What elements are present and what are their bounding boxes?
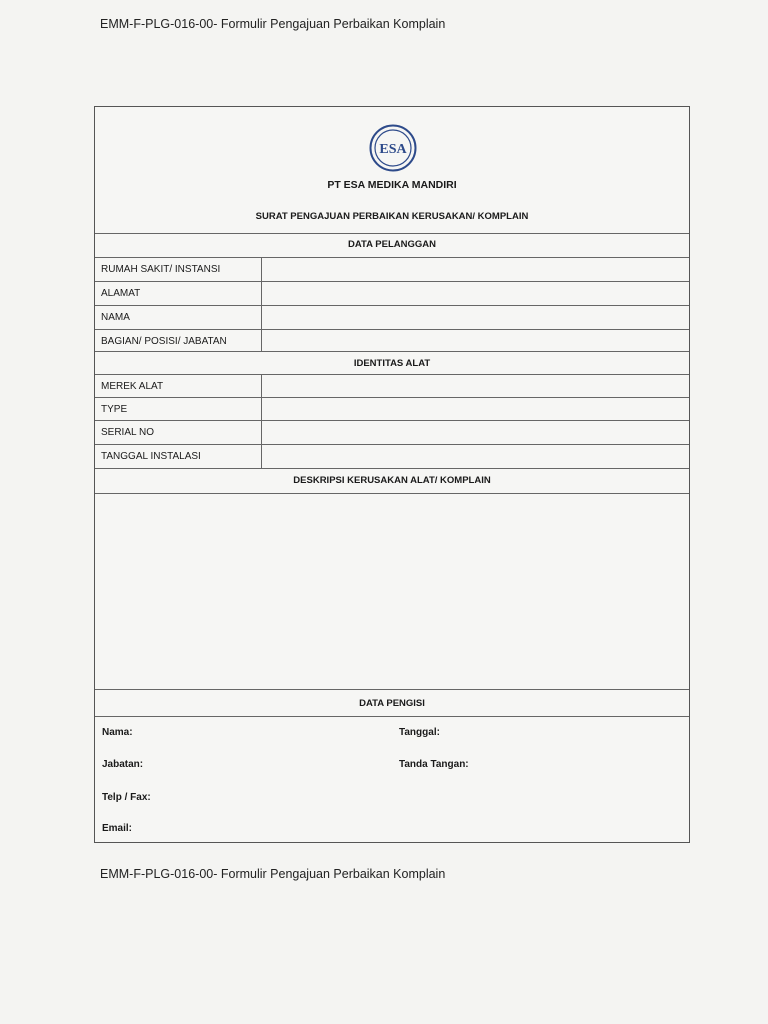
form-title: SURAT PENGAJUAN PERBAIKAN KERUSAKAN/ KOMPLAIN xyxy=(255,211,529,222)
field-value-name[interactable] xyxy=(265,307,685,325)
filler-signature-label: Tanda Tangan: xyxy=(399,759,469,770)
section-title-filler: DATA PENGISI xyxy=(359,698,425,709)
filler-date-label: Tanggal: xyxy=(399,727,440,738)
field-label-name: NAMA xyxy=(101,312,130,323)
filler-phone-label: Telp / Fax: xyxy=(102,792,151,803)
company-logo-icon xyxy=(369,124,417,172)
field-label-install-date: TANGGAL INSTALASI xyxy=(101,451,201,462)
filler-email-label: Email: xyxy=(102,823,133,834)
field-label-type: TYPE xyxy=(101,404,128,415)
description-area[interactable] xyxy=(95,493,689,689)
field-label-address: ALAMAT xyxy=(101,288,141,299)
field-value-position[interactable] xyxy=(265,331,685,349)
document-footer-code: EMM-F-PLG-016-00- Formulir Pengajuan Perbaikan Komplain xyxy=(100,867,446,881)
field-value-hospital[interactable] xyxy=(265,259,685,277)
complaint-form xyxy=(94,106,690,843)
field-label-position: BAGIAN/ POSISI/ JABATAN xyxy=(101,336,227,347)
filler-name-label: Nama: xyxy=(102,727,133,738)
field-value-serial[interactable] xyxy=(265,422,685,440)
company-name: PT ESA MEDIKA MANDIRI xyxy=(327,179,457,191)
section-title-device: IDENTITAS ALAT xyxy=(353,358,431,369)
field-value-install-date[interactable] xyxy=(265,446,685,464)
field-value-brand[interactable] xyxy=(265,376,685,394)
logo-text: ESA xyxy=(379,142,407,157)
document-header-code: EMM-F-PLG-016-00- Formulir Pengajuan Perbaikan Komplain xyxy=(100,17,446,31)
field-label-serial: SERIAL NO xyxy=(101,427,154,438)
section-title-customer: DATA PELANGGAN xyxy=(348,239,436,250)
filler-position-label: Jabatan: xyxy=(102,759,144,770)
field-label-brand: MEREK ALAT xyxy=(101,381,164,392)
section-title-description: DESKRIPSI KERUSAKAN ALAT/ KOMPLAIN xyxy=(293,475,491,486)
field-value-type[interactable] xyxy=(265,399,685,417)
field-label-hospital: RUMAH SAKIT/ INSTANSI xyxy=(101,264,221,275)
field-value-address[interactable] xyxy=(265,283,685,301)
